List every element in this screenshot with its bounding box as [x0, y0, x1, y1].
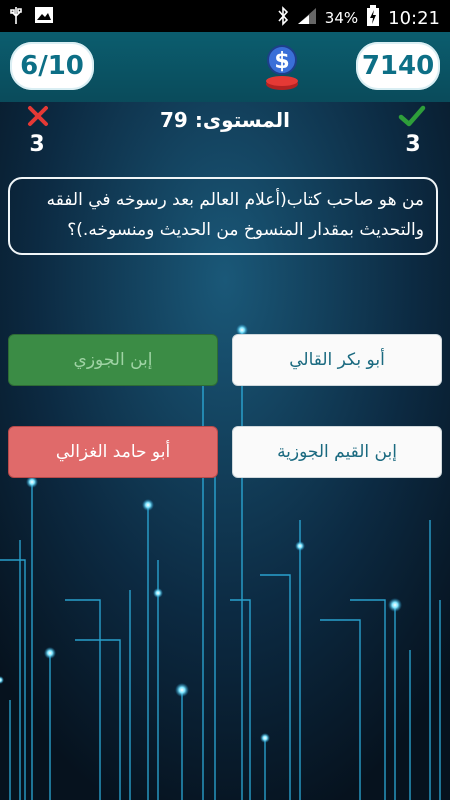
image-icon [34, 6, 54, 30]
signal-icon [297, 7, 317, 29]
red-x-icon [26, 104, 50, 132]
green-check-icon [398, 104, 426, 132]
status-bar [0, 0, 450, 32]
level-label: المستوى: 79 [160, 108, 290, 132]
usb-icon [8, 6, 24, 30]
clock: 10:21 [388, 7, 440, 29]
correct-count: 3 [405, 132, 421, 157]
question-text: من هو صاحب كتاب(أعلام العالم بعد رسوخه في الفقه والتحديث بمقدار المنسوخ من الحديث ومنسوخه.)؟ [46, 190, 424, 240]
svg-text:$: $ [274, 49, 290, 74]
wrong-count: 3 [29, 132, 45, 157]
stats-row [0, 102, 450, 162]
answer-option-2[interactable]: إبن الجوزي [8, 334, 218, 386]
battery-percent: 34% [324, 9, 359, 27]
bluetooth-icon [277, 6, 289, 30]
score-value: 7140 [356, 42, 440, 90]
answer-option-4[interactable]: أبو حامد الغزالي [8, 426, 218, 478]
question-box [8, 177, 438, 255]
dollar-coin-icon[interactable] [258, 38, 306, 92]
game-header [0, 32, 450, 102]
question-progress: 6/10 [10, 42, 94, 90]
battery-charging-icon [366, 5, 380, 31]
answer-option-3[interactable]: إبن القيم الجوزية [232, 426, 442, 478]
answer-option-1[interactable]: أبو بكر القالي [232, 334, 442, 386]
